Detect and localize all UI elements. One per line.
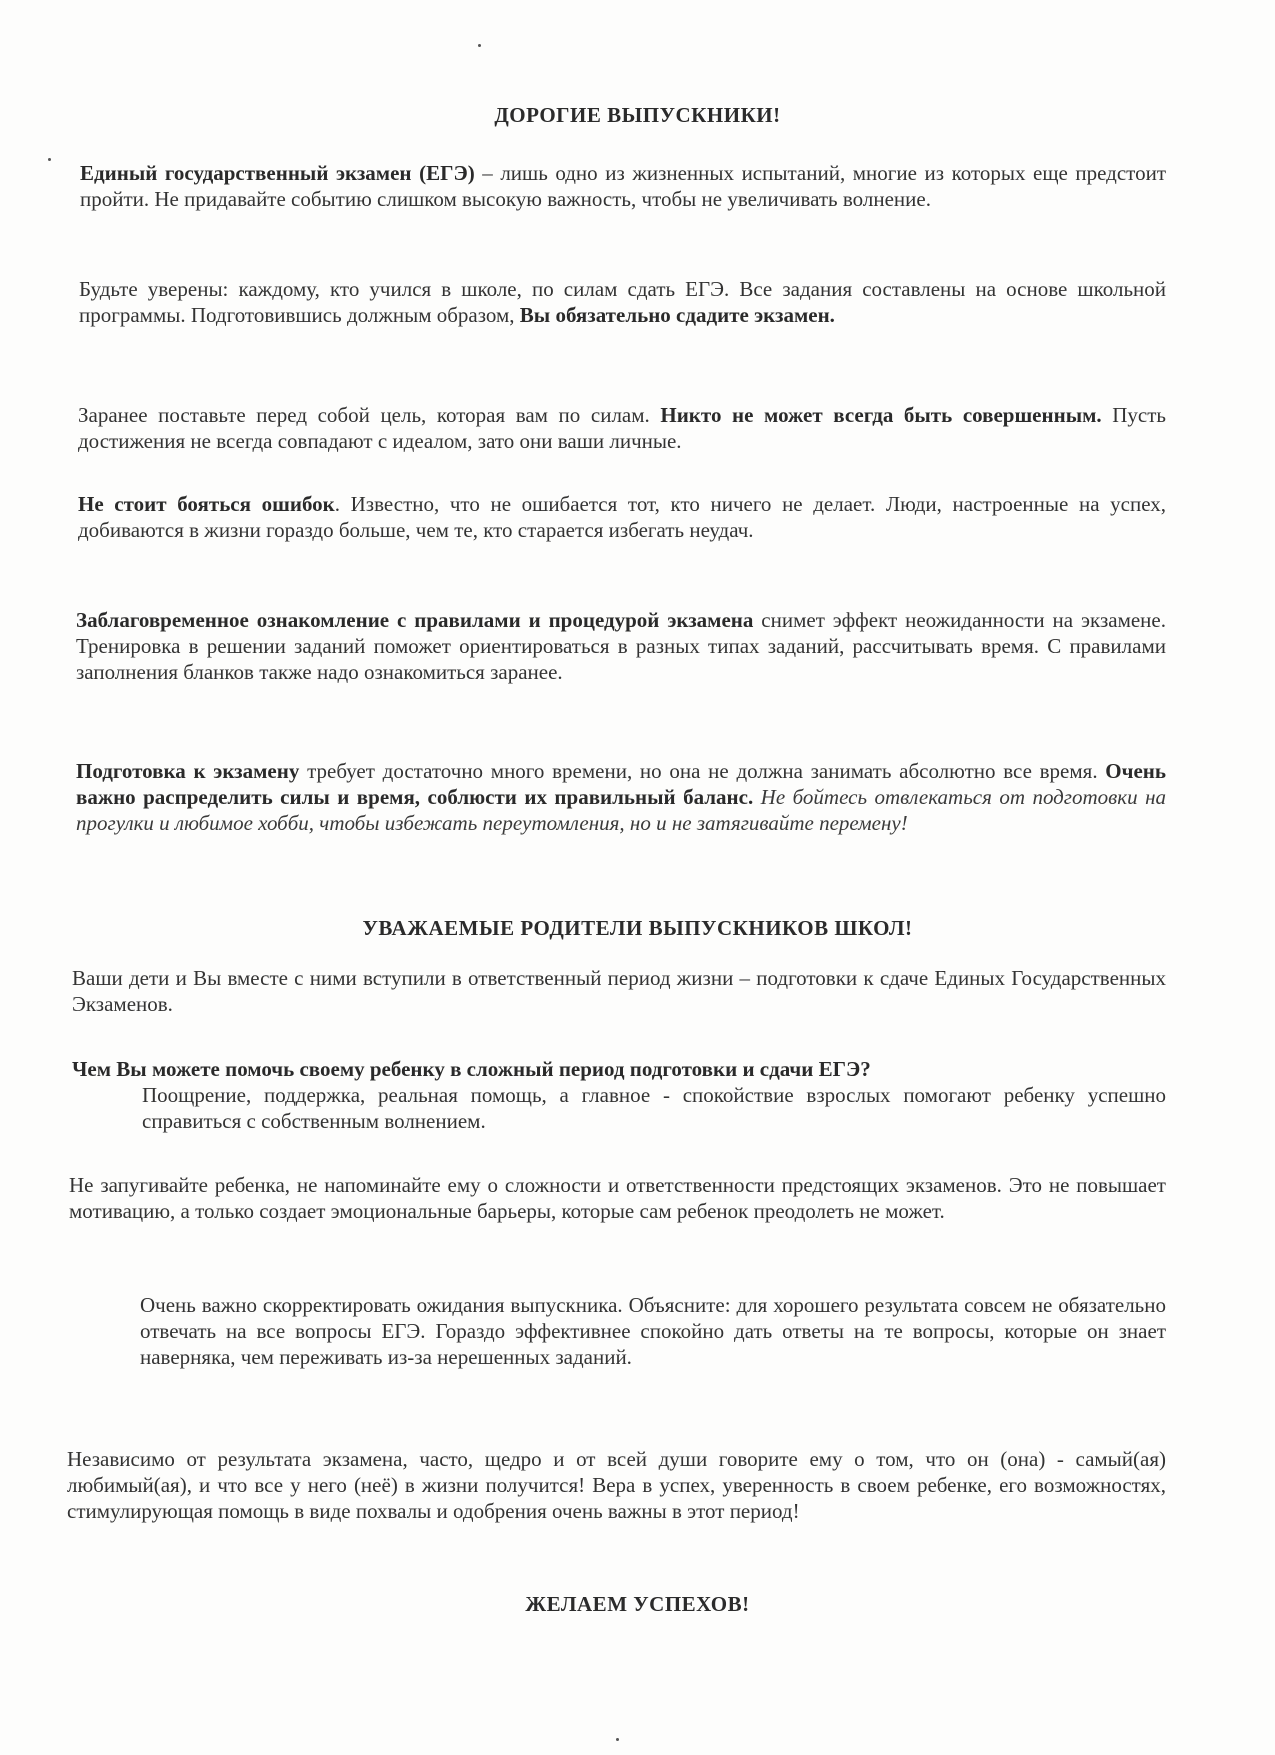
text: Пусть достижения не всегда совпадают с идеалом, зато они ваши личные. bbox=[78, 403, 1166, 453]
bold-text: Единый государственный экзамен (ЕГЭ) bbox=[80, 161, 475, 185]
paragraph-expectations bbox=[140, 1292, 1166, 1370]
heading-dear-parents: УВАЖАЕМЫЕ РОДИТЕЛИ ВЫПУСКНИКОВ ШКОЛ! bbox=[362, 916, 913, 940]
italic-text: Не бойтесь отвлекаться от подготовки на прогулки и любимое хобби, чтобы избежать переутомления, но и не затягивайте перемену! bbox=[76, 785, 1166, 835]
text: Заранее поставьте перед собой цель, которая вам по силам. bbox=[78, 403, 661, 427]
paragraph-encouragement bbox=[142, 1082, 1166, 1134]
bold-text: Подготовка к экзамену bbox=[76, 759, 300, 783]
question-how-to-help bbox=[72, 1056, 1166, 1082]
paragraph-set-goal bbox=[78, 402, 1166, 454]
text: требует достаточно много времени, но она не должна занимать абсолютно все время. bbox=[299, 759, 1106, 783]
text: Очень важно скорректировать ожидания выпускника. Объясните: для хорошего результата совсем не обязательно отвечать на все вопросы ЕГЭ. Гораздо эффективнее спокойно дать ответы на те вопросы, которые он знает наверняка, чем переживать из-за нерешенных заданий. bbox=[140, 1293, 1166, 1369]
text: Будьте уверены: каждому, кто учился в школе, по силам сдать ЕГЭ. Все задания составлены на основе школьной программы. Подготовившись должным образом, bbox=[79, 277, 1166, 327]
text: снимет эффект неожиданности на экзамене. Тренировка в решении заданий поможет ориентироваться в разных типах заданий, рассчитывать время. С правилами заполнения бланков также надо ознакомиться заранее. bbox=[76, 608, 1166, 684]
text: . Известно, что не ошибается тот, кто ничего не делает. Люди, настроенные на успех, добиваются в жизни гораздо больше, чем те, кто старается избегать неудач. bbox=[78, 492, 1166, 542]
text: Поощрение, поддержка, реальная помощь, а главное - спокойствие взрослых помогают ребенку успешно справиться с собственным волнением. bbox=[142, 1083, 1166, 1133]
text: Независимо от результата экзамена, часто, щедро и от всей души говорите ему о том, что он (она) - самый(ая) любимый(ая), и что все у него (неё) в жизни получится! Вера в успех, уверенность в своем ребенке, его возможностях, стимулирующая помощь в виде похвалы и одобрения очень важны в этот период! bbox=[67, 1447, 1166, 1523]
paragraph-ege-intro bbox=[80, 160, 1166, 212]
scan-speck bbox=[616, 1738, 619, 1741]
bold-text: Никто не может всегда быть совершенным. bbox=[660, 403, 1102, 427]
paragraph-mistakes bbox=[78, 491, 1166, 543]
heading-dear-graduates: ДОРОГИЕ ВЫПУСКНИКИ! bbox=[494, 103, 781, 127]
bold-text: Не стоит бояться ошибок bbox=[78, 492, 335, 516]
paragraph-be-confident bbox=[79, 276, 1166, 328]
scan-speck bbox=[478, 44, 481, 47]
bold-text: Вы обязательно сдадите экзамен. bbox=[519, 303, 835, 327]
paragraph-do-not-frighten bbox=[69, 1172, 1166, 1224]
paragraph-rules bbox=[76, 607, 1166, 685]
paragraph-preparation bbox=[76, 758, 1166, 836]
scan-speck bbox=[48, 158, 51, 161]
bold-text: Очень важно распределить силы и время, соблюсти их правильный баланс. bbox=[76, 759, 1166, 809]
text: Не запугивайте ребенка, не напоминайте ему о сложности и ответственности предстоящих экзаменов. Это не повышает мотивацию, а только создает эмоциональные барьеры, которые сам ребенок преодолеть не может. bbox=[69, 1173, 1166, 1223]
text: Ваши дети и Вы вместе с ними вступили в ответственный период жизни – подготовки к сдаче Единых Государственных Экзаменов. bbox=[72, 966, 1166, 1016]
bold-text: Заблаговременное ознакомление с правилами и процедурой экзамена bbox=[76, 608, 754, 632]
paragraph-responsible-period bbox=[72, 965, 1166, 1017]
paragraph-regardless bbox=[67, 1446, 1166, 1524]
bold-text: Чем Вы можете помочь своему ребенку в сложный период подготовки и сдачи ЕГЭ? bbox=[72, 1057, 871, 1081]
text: – лишь одно из жизненных испытаний, многие из которых еще предстоит пройти. Не придавайте событию слишком высокую важность, чтобы не увеличивать волнение. bbox=[80, 161, 1167, 211]
heading-wish-success: ЖЕЛАЕМ УСПЕХОВ! bbox=[525, 1592, 750, 1616]
